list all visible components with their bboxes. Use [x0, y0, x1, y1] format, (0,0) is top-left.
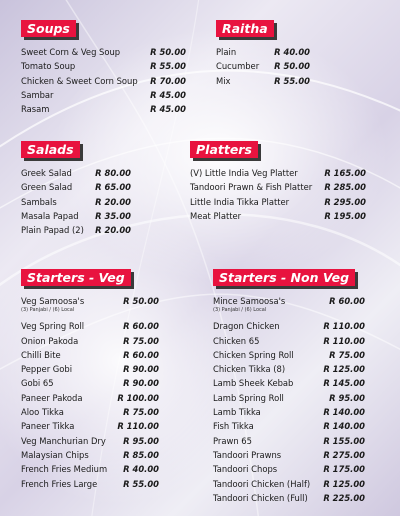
- item-name: Paneer Tikka: [21, 421, 75, 432]
- list-item: [21, 348, 159, 362]
- list-item: [21, 88, 186, 102]
- item-price: R 195.00: [324, 210, 366, 221]
- list-item: [21, 448, 159, 462]
- item-price: R 50.00: [123, 296, 159, 306]
- list-item: [190, 166, 366, 180]
- item-price: R 110.00: [323, 321, 365, 332]
- list-item: [21, 223, 131, 237]
- list-item: [213, 491, 365, 505]
- list-item: [21, 294, 159, 308]
- item-name: Tandoori Prawn & Fish Platter: [190, 182, 313, 193]
- item-name: Prawn 65: [213, 435, 252, 446]
- item-price: R 225.00: [323, 492, 365, 503]
- item-name: Plain: [216, 47, 237, 57]
- list-item: [21, 195, 131, 209]
- item-name: Little India Tikka Platter: [190, 196, 290, 207]
- item-price: R 80.00: [95, 168, 131, 178]
- raitha-section: [216, 18, 310, 88]
- list-item: [190, 195, 366, 209]
- item-price: R 90.00: [123, 378, 159, 389]
- item-name: Chicken 65: [213, 335, 260, 346]
- item-name: Rasam: [21, 104, 50, 115]
- item-name: Lamb Tikka: [213, 407, 261, 418]
- item-price: R 155.00: [323, 435, 365, 446]
- item-name: Greek Salad: [21, 168, 72, 178]
- item-name: Tomato Soup: [21, 61, 76, 72]
- item-price: R 125.00: [323, 364, 365, 375]
- list-item: [213, 348, 365, 362]
- list-item: [213, 434, 365, 448]
- item-price: R 20.00: [95, 225, 131, 236]
- item-price: R 110.00: [323, 335, 365, 346]
- item-price: R 75.00: [123, 407, 159, 418]
- item-name: Malaysian Chips: [21, 449, 89, 460]
- item-name: Chicken Spring Roll: [213, 349, 294, 360]
- item-price: R 285.00: [324, 182, 366, 193]
- item-name: Chicken & Sweet Corn Soup: [21, 75, 138, 86]
- item-price: R 100.00: [117, 392, 159, 403]
- item-price: R 65.00: [95, 182, 131, 193]
- item-name: (V) Little India Veg Platter: [190, 168, 298, 178]
- item-note: (3) Panjabi / (6) Local: [21, 307, 75, 314]
- item-name: Lamb Spring Roll: [213, 392, 284, 403]
- item-name: French Fries Medium: [21, 464, 108, 475]
- item-name: Chicken Tikka (8): [213, 364, 286, 375]
- list-item: [21, 102, 186, 116]
- item-name: Chilli Bite: [21, 349, 61, 360]
- item-price: R 60.00: [123, 321, 159, 332]
- item-name: Plain Papad (2): [21, 225, 84, 236]
- list-item: [216, 45, 310, 59]
- item-price: R 165.00: [324, 168, 366, 178]
- item-price: R 45.00: [150, 104, 186, 115]
- item-note: (3) Panjabi / (6) Local: [213, 307, 267, 314]
- list-item: [213, 405, 365, 419]
- soups-section: [21, 18, 186, 116]
- list-item: [21, 166, 131, 180]
- list-item: [213, 391, 365, 405]
- list-item: [213, 477, 365, 491]
- item-name: Gobi 65: [21, 378, 54, 389]
- platters-heading: Platters: [190, 141, 258, 158]
- item-name: Tandoori Chops: [213, 464, 278, 475]
- list-item: [216, 59, 310, 73]
- starters-nonveg-section: [213, 267, 365, 505]
- item-name: Fish Tikka: [213, 421, 254, 432]
- soups-heading: Soups: [21, 20, 76, 37]
- item-price: R 95.00: [123, 435, 159, 446]
- list-item: [21, 180, 131, 194]
- item-name: Tandoori Chicken (Half): [213, 478, 311, 489]
- raitha-heading: Raitha: [216, 20, 274, 37]
- item-price: R 55.00: [123, 478, 159, 489]
- list-item: [190, 209, 366, 223]
- starters-veg-section: [21, 267, 159, 491]
- item-price: R 50.00: [274, 61, 310, 72]
- item-name: Veg Spring Roll: [21, 321, 85, 332]
- item-price: R 70.00: [150, 75, 186, 86]
- item-price: R 175.00: [323, 464, 365, 475]
- item-price: R 295.00: [324, 196, 366, 207]
- item-price: R 55.00: [274, 75, 310, 86]
- salads-heading: Salads: [21, 141, 80, 158]
- item-price: R 125.00: [323, 478, 365, 489]
- list-item: [213, 319, 365, 333]
- item-name: Tandoori Chicken (Full): [213, 492, 308, 503]
- item-price: R 85.00: [123, 449, 159, 460]
- item-name: Dragon Chicken: [213, 321, 280, 332]
- item-price: R 60.00: [329, 296, 365, 306]
- item-price: R 275.00: [323, 449, 365, 460]
- item-price: R 40.00: [274, 47, 310, 57]
- list-item: [21, 334, 159, 348]
- list-item: [213, 362, 365, 376]
- item-price: R 140.00: [323, 421, 365, 432]
- list-item: [213, 376, 365, 390]
- item-name: Onion Pakoda: [21, 335, 79, 346]
- list-item: [21, 434, 159, 448]
- list-item: [21, 74, 186, 88]
- item-name: Sambals: [21, 196, 57, 207]
- item-name: Masala Papad: [21, 210, 79, 221]
- starters-nonveg-heading: Starters - Non Veg: [213, 269, 355, 286]
- item-price: R 45.00: [150, 89, 186, 100]
- item-price: R 95.00: [329, 392, 365, 403]
- item-name: Mix: [216, 75, 231, 86]
- item-name: Mince Samoosa's: [213, 296, 286, 306]
- item-name: Veg Samoosa's: [21, 296, 85, 306]
- item-name: Veg Manchurian Dry: [21, 435, 106, 446]
- item-name: Aloo Tikka: [21, 407, 64, 418]
- list-item: [21, 209, 131, 223]
- list-item: [21, 477, 159, 491]
- item-price: R 40.00: [123, 464, 159, 475]
- list-item: [21, 391, 159, 405]
- item-name: French Fries Large: [21, 478, 98, 489]
- item-price: R 110.00: [117, 421, 159, 432]
- list-item: [213, 294, 365, 308]
- list-item: [21, 319, 159, 333]
- list-item: [21, 376, 159, 390]
- item-name: Cucumber: [216, 61, 260, 72]
- item-price: R 55.00: [150, 61, 186, 72]
- list-item: [190, 180, 366, 194]
- item-name: Tandoori Prawns: [213, 449, 282, 460]
- item-price: R 90.00: [123, 364, 159, 375]
- item-price: R 20.00: [95, 196, 131, 207]
- item-name: Green Salad: [21, 182, 73, 193]
- item-name: Lamb Sheek Kebab: [213, 378, 294, 389]
- list-item: [21, 419, 159, 433]
- list-item: [213, 462, 365, 476]
- item-name: Sweet Corn & Veg Soup: [21, 47, 121, 57]
- platters-section: [190, 139, 366, 223]
- list-item: [21, 45, 186, 59]
- starters-veg-heading: Starters - Veg: [21, 269, 131, 286]
- item-price: R 60.00: [123, 349, 159, 360]
- list-item: [213, 419, 365, 433]
- item-price: R 50.00: [150, 47, 186, 57]
- list-item: [213, 448, 365, 462]
- list-item: [21, 405, 159, 419]
- list-item: [216, 74, 310, 88]
- item-price: R 75.00: [123, 335, 159, 346]
- list-item: [21, 462, 159, 476]
- item-price: R 140.00: [323, 407, 365, 418]
- item-price: R 35.00: [95, 210, 131, 221]
- list-item: [213, 334, 365, 348]
- list-item: [21, 362, 159, 376]
- item-price: R 75.00: [329, 349, 365, 360]
- salads-section: [21, 139, 131, 237]
- item-price: R 145.00: [323, 378, 365, 389]
- item-name: Sambar: [21, 89, 54, 100]
- item-name: Pepper Gobi: [21, 364, 73, 375]
- item-name: Meat Platter: [190, 210, 242, 221]
- list-item: [21, 59, 186, 73]
- item-name: Paneer Pakoda: [21, 392, 83, 403]
